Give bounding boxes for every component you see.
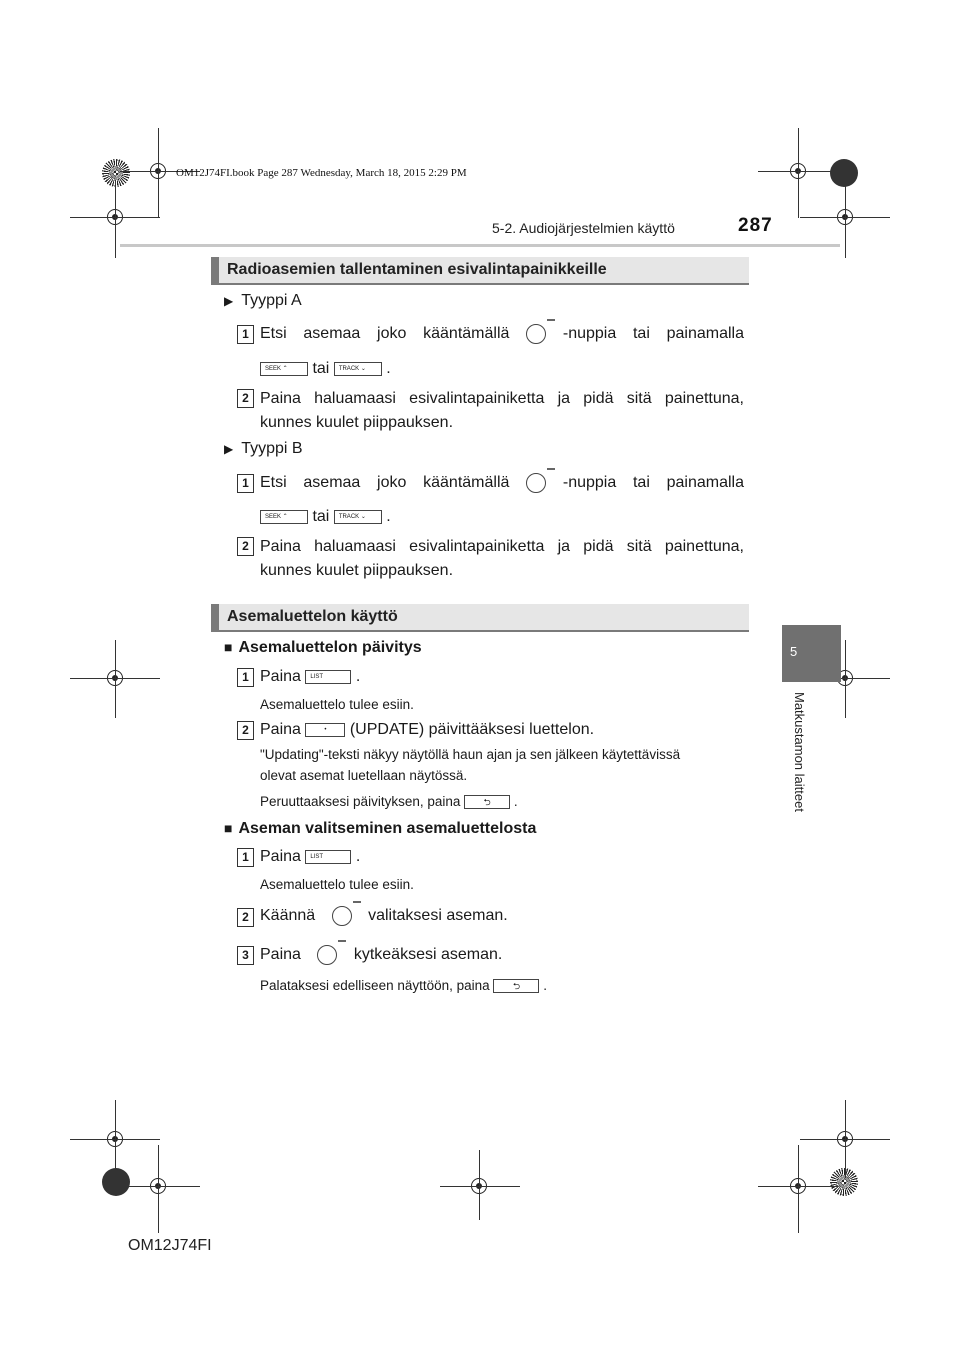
footer-code: OM12J74FI xyxy=(128,1237,212,1254)
step-text: Paina kytkeäksesi aseman. xyxy=(260,946,503,963)
step-text-continued: kunnes kuulet piippauksen. xyxy=(260,414,454,431)
square-bullet-icon: ■ xyxy=(224,639,233,655)
triangle-bullet-icon: ▶ xyxy=(224,294,234,308)
step-note: Peruuttaaksesi päivityksen, paina ⮌ . xyxy=(260,794,518,809)
tune-knob-icon xyxy=(526,324,546,344)
step-text: Etsi asemaa joko kääntämällä -nuppia tai painamalla xyxy=(260,325,744,342)
step-text-continued: SEEK ⌃ tai TRACK ⌄ . xyxy=(260,505,391,529)
triangle-bullet-icon: ▶ xyxy=(224,442,234,456)
step-number: 1 xyxy=(237,668,254,687)
book-file-line: OM12J74FI.book Page 287 Wednesday, March 18, 2015 2:29 PM xyxy=(176,167,467,179)
step-number: 2 xyxy=(237,908,254,927)
step-number: 1 xyxy=(237,848,254,867)
header-rule xyxy=(120,244,840,247)
type-a-label: ▶ Tyyppi A xyxy=(224,292,302,309)
header-section-title: 5-2. Audiojärjestelmien käyttö xyxy=(492,220,675,236)
tune-knob-icon xyxy=(332,906,352,926)
type-b-label: ▶ Tyyppi B xyxy=(224,440,303,457)
tune-knob-icon xyxy=(317,945,337,965)
step-text: Paina • (UPDATE) päivittääksesi luettelon. xyxy=(260,721,595,738)
track-button-icon: TRACK ⌄ xyxy=(334,510,382,524)
list-button-icon: LIST xyxy=(305,850,351,864)
step-text-continued: kunnes kuulet piippauksen. xyxy=(260,562,454,579)
section-heading-station-list: Asemaluettelon käyttö xyxy=(211,604,749,632)
step-text-continued: SEEK ⌃ tai TRACK ⌄ . xyxy=(260,357,391,381)
step-text: Etsi asemaa joko kääntämällä -nuppia tai painamalla xyxy=(260,474,744,491)
step-text: Paina LIST . xyxy=(260,668,361,685)
step-number: 2 xyxy=(237,537,254,556)
list-button-icon: LIST xyxy=(305,670,351,684)
seek-button-icon: SEEK ⌃ xyxy=(260,362,308,376)
step-note: olevat asemat luetellaan näytössä. xyxy=(260,768,468,783)
tune-knob-icon xyxy=(526,473,546,493)
step-number: 2 xyxy=(237,721,254,740)
starburst-mark-icon xyxy=(102,159,130,187)
starburst-mark-icon xyxy=(830,1168,858,1196)
section-heading-presets: Radioasemien tallentaminen esivalintapainikkeille xyxy=(211,257,749,285)
chapter-number: 5 xyxy=(790,644,798,659)
back-button-icon: ⮌ xyxy=(493,979,539,993)
dark-dot-mark-icon xyxy=(830,159,858,187)
step-number: 1 xyxy=(237,474,254,493)
page-number: 287 xyxy=(738,215,773,236)
step-text: Käännä valitaksesi aseman. xyxy=(260,907,508,924)
step-number: 3 xyxy=(237,946,254,965)
step-text: Paina haluamaasi esivalintapainiketta ja pidä sitä painettuna, xyxy=(260,538,744,555)
step-number: 1 xyxy=(237,325,254,344)
step-text: Paina LIST . xyxy=(260,848,361,865)
back-button-icon: ⮌ xyxy=(464,795,510,809)
subheading-select: ■ Aseman valitseminen asemaluettelosta xyxy=(224,820,537,837)
subheading-update: ■ Asemaluettelon päivitys xyxy=(224,639,422,656)
step-number: 2 xyxy=(237,389,254,408)
step-note: Palataksesi edelliseen näyttöön, paina ⮌ . xyxy=(260,978,547,993)
step-text: Paina haluamaasi esivalintapainiketta ja pidä sitä painettuna, xyxy=(260,390,744,407)
step-note: Asemaluettelo tulee esiin. xyxy=(260,877,414,892)
chapter-title: Matkustamon laitteet xyxy=(792,692,807,812)
square-bullet-icon: ■ xyxy=(224,820,233,836)
dark-dot-mark-icon xyxy=(102,1168,130,1196)
track-button-icon: TRACK ⌄ xyxy=(334,362,382,376)
enter-button-icon: • xyxy=(305,723,345,737)
seek-button-icon: SEEK ⌃ xyxy=(260,510,308,524)
step-note: "Updating"-teksti näkyy näytöllä haun ajan ja sen jälkeen käytettävissä xyxy=(260,747,681,762)
step-note: Asemaluettelo tulee esiin. xyxy=(260,697,414,712)
chapter-tab xyxy=(782,625,841,682)
